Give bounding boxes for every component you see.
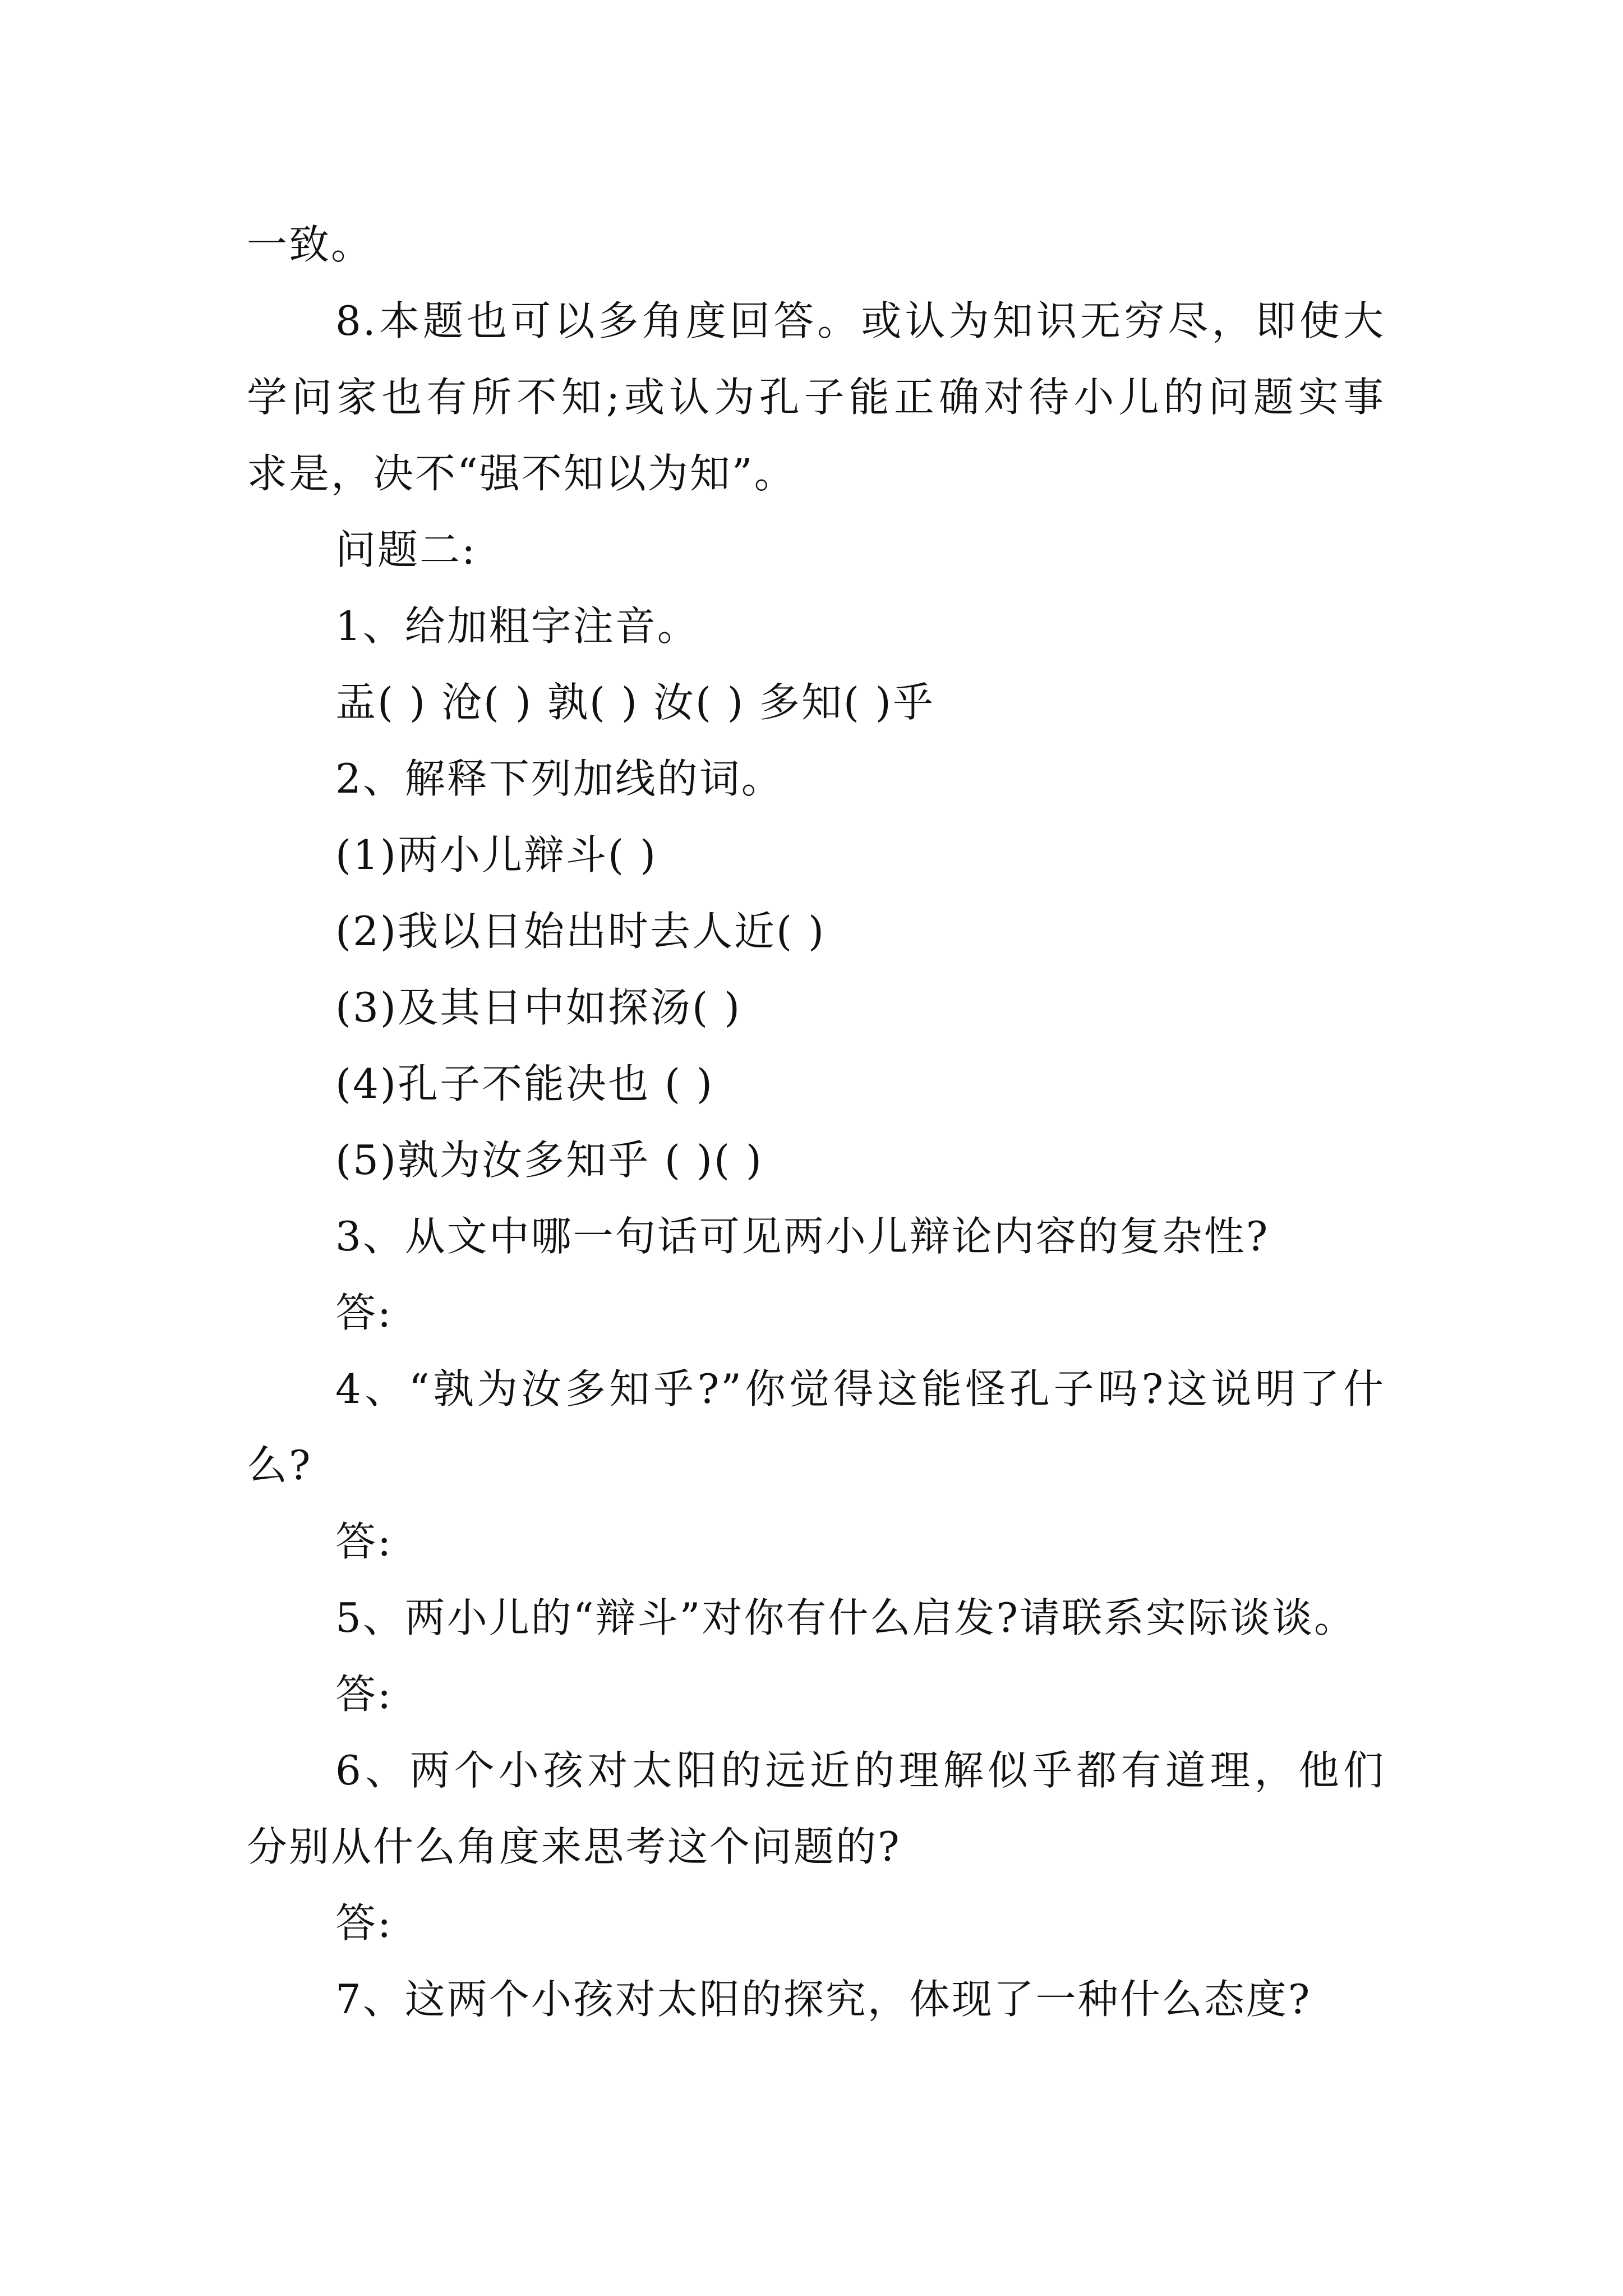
question-2: 2、解释下列加线的词。	[335, 755, 783, 802]
question-6-line-2: 分别从什么角度来思考这个问题的?	[247, 1823, 901, 1870]
question-4-line-2: 么?	[247, 1442, 312, 1489]
answer-label-6: 答:	[335, 1899, 393, 1947]
text-line-1: 一致。	[247, 221, 374, 268]
question-1: 1、给加粗字注音。	[335, 602, 699, 650]
answer-8-line-1: 8.本题也可以多角度回答。或认为知识无穷尽，即使大	[335, 297, 1385, 344]
question-2-item-3: (3)及其日中如探汤( )	[335, 984, 742, 1031]
answer-8-line-2: 学问家也有所不知;或认为孔子能正确对待小儿的问题实事	[247, 374, 1385, 421]
question-6-line-1: 6、两个小孩对太阳的远近的理解似乎都有道理，他们	[335, 1747, 1385, 1794]
question-2-item-1: (1)两小儿辩斗( )	[335, 831, 658, 878]
question-7: 7、这两个小孩对太阳的探究，体现了一种什么态度?	[335, 1976, 1312, 2023]
question-1-items: 盂( ) 沧( ) 孰( ) 汝( ) 多知( )乎	[335, 679, 935, 726]
question-3: 3、从文中哪一句话可见两小儿辩论内容的复杂性?	[335, 1213, 1270, 1260]
answer-label-3: 答:	[335, 1289, 393, 1336]
question-5: 5、两小儿的“辩斗”对你有什么启发?请联系实际谈谈。	[335, 1594, 1357, 1641]
section-heading: 问题二:	[335, 526, 477, 573]
question-2-item-5: (5)孰为汝多知乎 ( )( )	[335, 1137, 764, 1184]
document-body	[247, 206, 1385, 2037]
question-2-item-4: (4)孔子不能决也 ( )	[335, 1060, 714, 1107]
answer-label-4: 答:	[335, 1518, 393, 1565]
question-4-line-1: 4、“孰为汝多知乎?”你觉得这能怪孔子吗?这说明了什	[335, 1365, 1385, 1412]
answer-label-5: 答:	[335, 1671, 393, 1718]
question-2-item-2: (2)我以日始出时去人近( )	[335, 908, 826, 955]
answer-8-line-3: 求是，决不“强不知以为知”。	[247, 450, 796, 497]
